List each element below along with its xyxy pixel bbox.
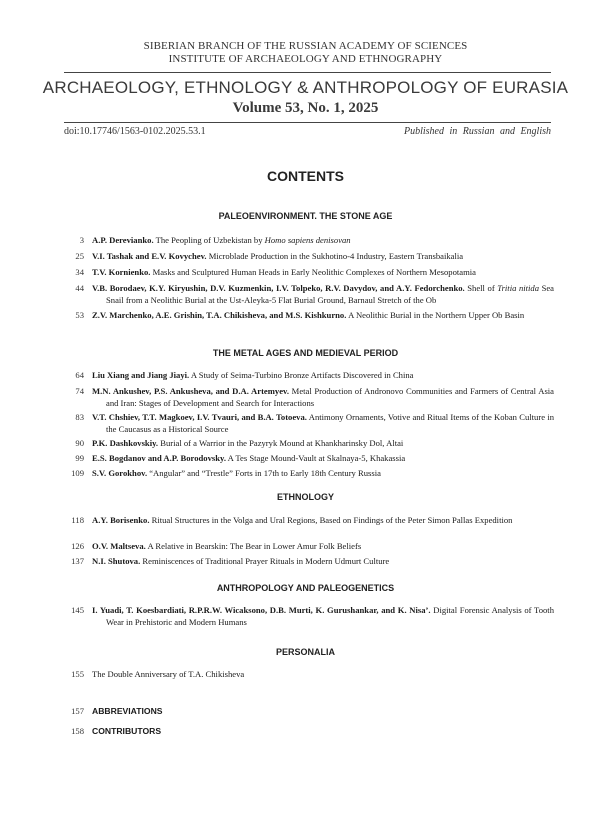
- toc-entry[interactable]: [64, 468, 554, 480]
- toc-entry[interactable]: [64, 370, 554, 382]
- publisher-line-2: INSTITUTE OF ARCHAEOLOGY AND ETHNOGRAPHY: [168, 53, 443, 65]
- toc-entry[interactable]: [64, 283, 554, 306]
- page-number: 53: [75, 310, 84, 320]
- entry-title: A Study of Seima-Turbino Bronze Artifacts Discovered in China: [189, 370, 414, 380]
- authors: N.I. Shutova.: [92, 556, 141, 566]
- section-title: PALEOENVIRONMENT. THE STONE AGE: [218, 211, 393, 221]
- section-title: PERSONALIA: [275, 647, 335, 657]
- section-title: THE METAL AGES AND MEDIEVAL PERIOD: [212, 348, 399, 358]
- entry-title: “Angular” and “Trestle” Forts in 17th to Early 18th Century Russia: [147, 468, 381, 478]
- toc-entry-abbreviations[interactable]: [64, 706, 554, 718]
- back-matter-label: ABBREVIATIONS: [92, 706, 163, 716]
- authors: V.B. Borodaev, K.Y. Kiryushin, D.V. Kuzmenkin, I.V. Tolpeko, R.V. Davydov, and A.Y. Fedorchenko.: [92, 283, 465, 293]
- authors: T.V. Kornienko.: [92, 267, 151, 277]
- journal-title: ARCHAEOLOGY, ETHNOLOGY & ANTHROPOLOGY OF EURASIA: [42, 78, 569, 97]
- bottom-rule: [64, 122, 551, 123]
- entry-title: Burial of a Warrior in the Pazyryk Mound at Khankharinsky Dol, Altai: [158, 438, 404, 448]
- toc-entry[interactable]: [64, 605, 554, 628]
- toc-entry[interactable]: [64, 310, 554, 322]
- toc-entry[interactable]: [64, 412, 554, 435]
- authors: A.Y. Borisenko.: [92, 515, 150, 525]
- toc-entry[interactable]: [64, 235, 554, 247]
- toc-entry[interactable]: [64, 251, 554, 263]
- entry-title: A Relative in Bearskin: The Bear in Lower Amur Folk Beliefs: [145, 541, 362, 551]
- toc-entry[interactable]: [64, 669, 554, 681]
- entry-title-italic: Homo sapiens denisovan: [264, 235, 351, 245]
- entry-title: Shell of: [464, 283, 498, 293]
- page-number: 109: [71, 468, 84, 478]
- toc-entry-contributors[interactable]: [64, 726, 554, 738]
- published-note: Published in Russian and English: [404, 126, 551, 137]
- page-number: 158: [71, 726, 84, 736]
- back-matter-label: CONTRIBUTORS: [92, 726, 162, 736]
- entry-title: Digital Forensic Analysis of Tooth Wear in Prehistoric and Modern Humans: [106, 605, 554, 627]
- page-number: 44: [75, 283, 84, 293]
- entry-title: The Double Anniversary of T.A. Chikisheva: [92, 669, 245, 679]
- section-title: ANTHROPOLOGY AND PALEOGENETICS: [216, 583, 395, 593]
- toc-entry[interactable]: [64, 541, 554, 553]
- entry-title: A Neolithic Burial in the Northern Upper Ob Basin: [346, 310, 525, 320]
- page-number: 137: [71, 556, 84, 566]
- page-number: 99: [75, 453, 84, 463]
- entry-title-italic: Tritia nitida: [497, 283, 540, 293]
- entry-title: Reminiscences of Traditional Prayer Rituals in Modern Udmurt Culture: [140, 556, 390, 566]
- entry-title: A Tes Stage Mound-Vault at Skalnaya-5, Khakassia: [225, 453, 406, 463]
- authors: V.T. Chshiev, T.T. Magkoev, I.V. Tvauri, and B.A. Totoeva.: [92, 412, 307, 422]
- publisher-line-1: SIBERIAN BRANCH OF THE RUSSIAN ACADEMY OF SCIENCES: [143, 40, 468, 52]
- toc-entry[interactable]: [64, 453, 554, 465]
- entry-title: Antimony Ornaments, Votive and Ritual Items of the Koban Culture in the Caucasus as a Historical Source: [106, 412, 554, 434]
- authors: A.P. Derevianko.: [92, 235, 154, 245]
- top-rule: [64, 72, 551, 73]
- authors: Z.V. Marchenko, A.E. Grishin, T.A. Chikisheva, and M.S. Kishkurno.: [92, 310, 347, 320]
- publisher-header: [0, 40, 611, 66]
- page-number: 3: [79, 235, 84, 245]
- authors: P.K. Dashkovskiy.: [92, 438, 159, 448]
- volume-line: Volume 53, No. 1, 2025: [232, 100, 379, 116]
- contents-title: CONTENTS: [267, 168, 344, 184]
- authors: M.N. Ankushev, P.S. Ankusheva, and D.A. Artemyev.: [92, 386, 289, 396]
- authors: I. Yuadi, T. Koesbardiati, R.P.R.W. Wicaksono, D.B. Murti, K. Gurushankar, and K. Nisa’.: [92, 605, 431, 615]
- section-title: ETHNOLOGY: [276, 492, 334, 502]
- entry-title: Metal Production of Andronovo Communities and Farmers of Central Asia and Iran: Stages of Development and Search for Interactions: [106, 386, 554, 408]
- authors: Liu Xiang and Jiang Jiayi.: [92, 370, 190, 380]
- authors: O.V. Maltseva.: [92, 541, 146, 551]
- page-number: 155: [71, 669, 84, 679]
- authors: S.V. Gorokhov.: [92, 468, 148, 478]
- entry-title-rest: Sea Snail from a Neolithic Burial at the Ust-Aleyka-5 Flat Burial Ground, Barnaul Stretch of the Ob: [106, 283, 554, 305]
- entry-title: Ritual Structures in the Volga and Ural Regions, Based on Findings of the Peter Simon Pallas Expedition: [149, 515, 513, 525]
- page-number: 126: [71, 541, 84, 551]
- page-number: 34: [75, 267, 84, 277]
- toc-entry[interactable]: [64, 267, 554, 279]
- page-number: 64: [75, 370, 84, 380]
- entry-title: The Peopling of Uzbekistan by: [153, 235, 265, 245]
- toc-entry[interactable]: [64, 556, 554, 568]
- page-number: 90: [75, 438, 84, 448]
- page-number: 157: [71, 706, 84, 716]
- page-number: 74: [75, 386, 84, 396]
- doi-link[interactable]: doi:10.17746/1563-0102.2025.53.1: [64, 126, 206, 137]
- page-number: 25: [75, 251, 84, 261]
- entry-title: Masks and Sculptured Human Heads in Early Neolithic Complexes of Northern Mesopotamia: [150, 267, 476, 277]
- toc-entry[interactable]: [64, 438, 554, 450]
- authors: E.S. Bogdanov and A.P. Borodovsky.: [92, 453, 226, 463]
- page-number: 118: [71, 515, 84, 525]
- page-number: 145: [71, 605, 84, 615]
- toc-entry[interactable]: [64, 386, 554, 409]
- toc-entry[interactable]: [64, 515, 554, 527]
- page-number: 83: [75, 412, 84, 422]
- authors: V.I. Tashak and E.V. Kovychev.: [92, 251, 207, 261]
- entry-title: Microblade Production in the Sukhotino-4 Industry, Eastern Transbaikalia: [206, 251, 464, 261]
